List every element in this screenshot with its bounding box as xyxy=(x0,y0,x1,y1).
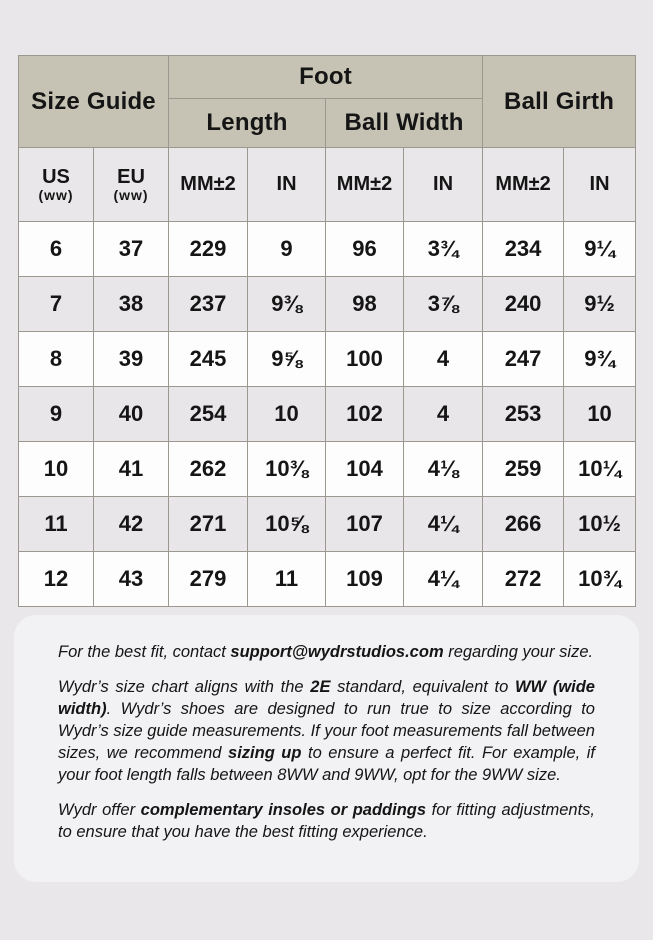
note-paragraph: Wydr’s size chart aligns with the 2E standard, equivalent to WW (wide width). Wydr’s shoes are designed to run true to size according to Wydr’s size guide measurements. If your foot measurements fall between sizes, we recommend sizing up to ensure a perfect fit. For example, if your foot length falls between 8WW and 9WW, opt for the 9WW size. xyxy=(58,677,595,784)
table-cell-width-mm: 109 xyxy=(326,552,404,607)
size-table-body xyxy=(19,222,636,607)
table-cell-girth-mm: 266 xyxy=(483,497,564,552)
column-header-row xyxy=(19,148,636,222)
table-cell-length-in: 11 xyxy=(248,552,326,607)
table-cell-width-in: 4¼ xyxy=(404,497,483,552)
column-label: EU xyxy=(117,165,145,188)
column-header-girth-in xyxy=(564,148,636,222)
table-cell-eu: 43 xyxy=(94,552,169,607)
bold-text: 2E xyxy=(310,677,331,696)
table-cell-girth-in: 9¾ xyxy=(564,332,636,387)
table-cell-length-mm: 271 xyxy=(169,497,248,552)
table-cell-length-in: 10⅝ xyxy=(248,497,326,552)
table-cell-us: 7 xyxy=(19,277,94,332)
table-cell-length-mm: 245 xyxy=(169,332,248,387)
table-cell-us: 9 xyxy=(19,387,94,442)
column-label: MM±2 xyxy=(180,173,236,195)
column-label: IN xyxy=(589,173,610,195)
table-cell-girth-in: 10¾ xyxy=(564,552,636,607)
table-cell-width-in: 3¾ xyxy=(404,222,483,277)
column-sublabel: (ww) xyxy=(113,186,149,203)
table-cell-length-mm: 229 xyxy=(169,222,248,277)
table-cell-eu: 41 xyxy=(94,442,169,497)
column-header-eu xyxy=(94,148,169,222)
table-cell-width-in: 3⅞ xyxy=(404,277,483,332)
table-cell-girth-mm: 240 xyxy=(483,277,564,332)
column-label: US xyxy=(42,165,70,188)
table-row xyxy=(19,387,636,442)
table-cell-width-in: 4⅛ xyxy=(404,442,483,497)
column-label: IN xyxy=(433,173,454,195)
table-cell-length-in: 10⅜ xyxy=(248,442,326,497)
table-cell-eu: 39 xyxy=(94,332,169,387)
table-cell-length-mm: 254 xyxy=(169,387,248,442)
table-row xyxy=(19,497,636,552)
table-cell-us: 12 xyxy=(19,552,94,607)
ball-girth-header: Ball Girth xyxy=(483,56,636,148)
table-cell-us: 8 xyxy=(19,332,94,387)
table-cell-eu: 40 xyxy=(94,387,169,442)
table-cell-width-in: 4 xyxy=(404,332,483,387)
table-cell-girth-mm: 247 xyxy=(483,332,564,387)
note-paragraph: For the best fit, contact support@wydrstudios.com regarding your size. xyxy=(58,643,594,661)
table-cell-length-in: 10 xyxy=(248,387,326,442)
column-header-length-in xyxy=(248,148,326,222)
table-cell-width-mm: 104 xyxy=(326,442,404,497)
bold-text: complementary insoles or paddings xyxy=(140,800,427,819)
bold-text: WW (wide width) xyxy=(58,677,595,718)
table-row xyxy=(19,222,636,277)
table-cell-girth-in: 10 xyxy=(564,387,636,442)
ball-width-header: Ball Width xyxy=(326,99,483,148)
column-label: IN xyxy=(276,173,297,195)
foot-header: Foot xyxy=(169,56,483,99)
table-cell-length-mm: 262 xyxy=(169,442,248,497)
table-row xyxy=(19,277,636,332)
table-cell-width-mm: 96 xyxy=(326,222,404,277)
table-cell-width-mm: 102 xyxy=(326,387,404,442)
table-cell-width-mm: 100 xyxy=(326,332,404,387)
table-cell-length-mm: 237 xyxy=(169,277,248,332)
column-header-girth-mm xyxy=(483,148,564,222)
table-cell-girth-in: 10¼ xyxy=(564,442,636,497)
table-cell-girth-mm: 234 xyxy=(483,222,564,277)
table-cell-eu: 42 xyxy=(94,497,169,552)
table-cell-girth-mm: 253 xyxy=(483,387,564,442)
table-cell-width-in: 4 xyxy=(404,387,483,442)
table-row xyxy=(19,332,636,387)
fitting-notes-box xyxy=(14,615,639,882)
table-cell-girth-mm: 259 xyxy=(483,442,564,497)
note-paragraph: Wydr offer complementary insoles or paddings for fitting adjustments, to ensure that you have the best fitting experience. xyxy=(58,800,595,841)
size-guide-header: Size Guide xyxy=(19,56,169,148)
table-cell-width-mm: 107 xyxy=(326,497,404,552)
table-cell-girth-mm: 272 xyxy=(483,552,564,607)
table-cell-length-mm: 279 xyxy=(169,552,248,607)
table-cell-length-in: 9⅝ xyxy=(248,332,326,387)
column-header-us xyxy=(19,148,94,222)
column-header-width-mm xyxy=(326,148,404,222)
column-header-width-in xyxy=(404,148,483,222)
table-row xyxy=(19,442,636,497)
size-guide-table xyxy=(18,55,636,607)
table-cell-us: 10 xyxy=(19,442,94,497)
support-email: support@wydrstudios.com xyxy=(230,643,444,661)
table-cell-length-in: 9 xyxy=(248,222,326,277)
bold-text: sizing up xyxy=(228,743,302,762)
column-label: MM±2 xyxy=(336,173,393,195)
table-cell-girth-in: 9½ xyxy=(564,277,636,332)
length-header: Length xyxy=(169,99,326,148)
table-cell-us: 11 xyxy=(19,497,94,552)
table-cell-width-mm: 98 xyxy=(326,277,404,332)
table-cell-width-in: 4¼ xyxy=(404,552,483,607)
table-row xyxy=(19,552,636,607)
table-cell-eu: 38 xyxy=(94,277,169,332)
column-label: MM±2 xyxy=(495,173,551,195)
column-header-length-mm xyxy=(169,148,248,222)
table-cell-eu: 37 xyxy=(94,222,169,277)
table-cell-us: 6 xyxy=(19,222,94,277)
table-cell-girth-in: 10½ xyxy=(564,497,636,552)
table-cell-length-in: 9⅜ xyxy=(248,277,326,332)
column-sublabel: (ww) xyxy=(38,186,74,203)
table-cell-girth-in: 9¼ xyxy=(564,222,636,277)
